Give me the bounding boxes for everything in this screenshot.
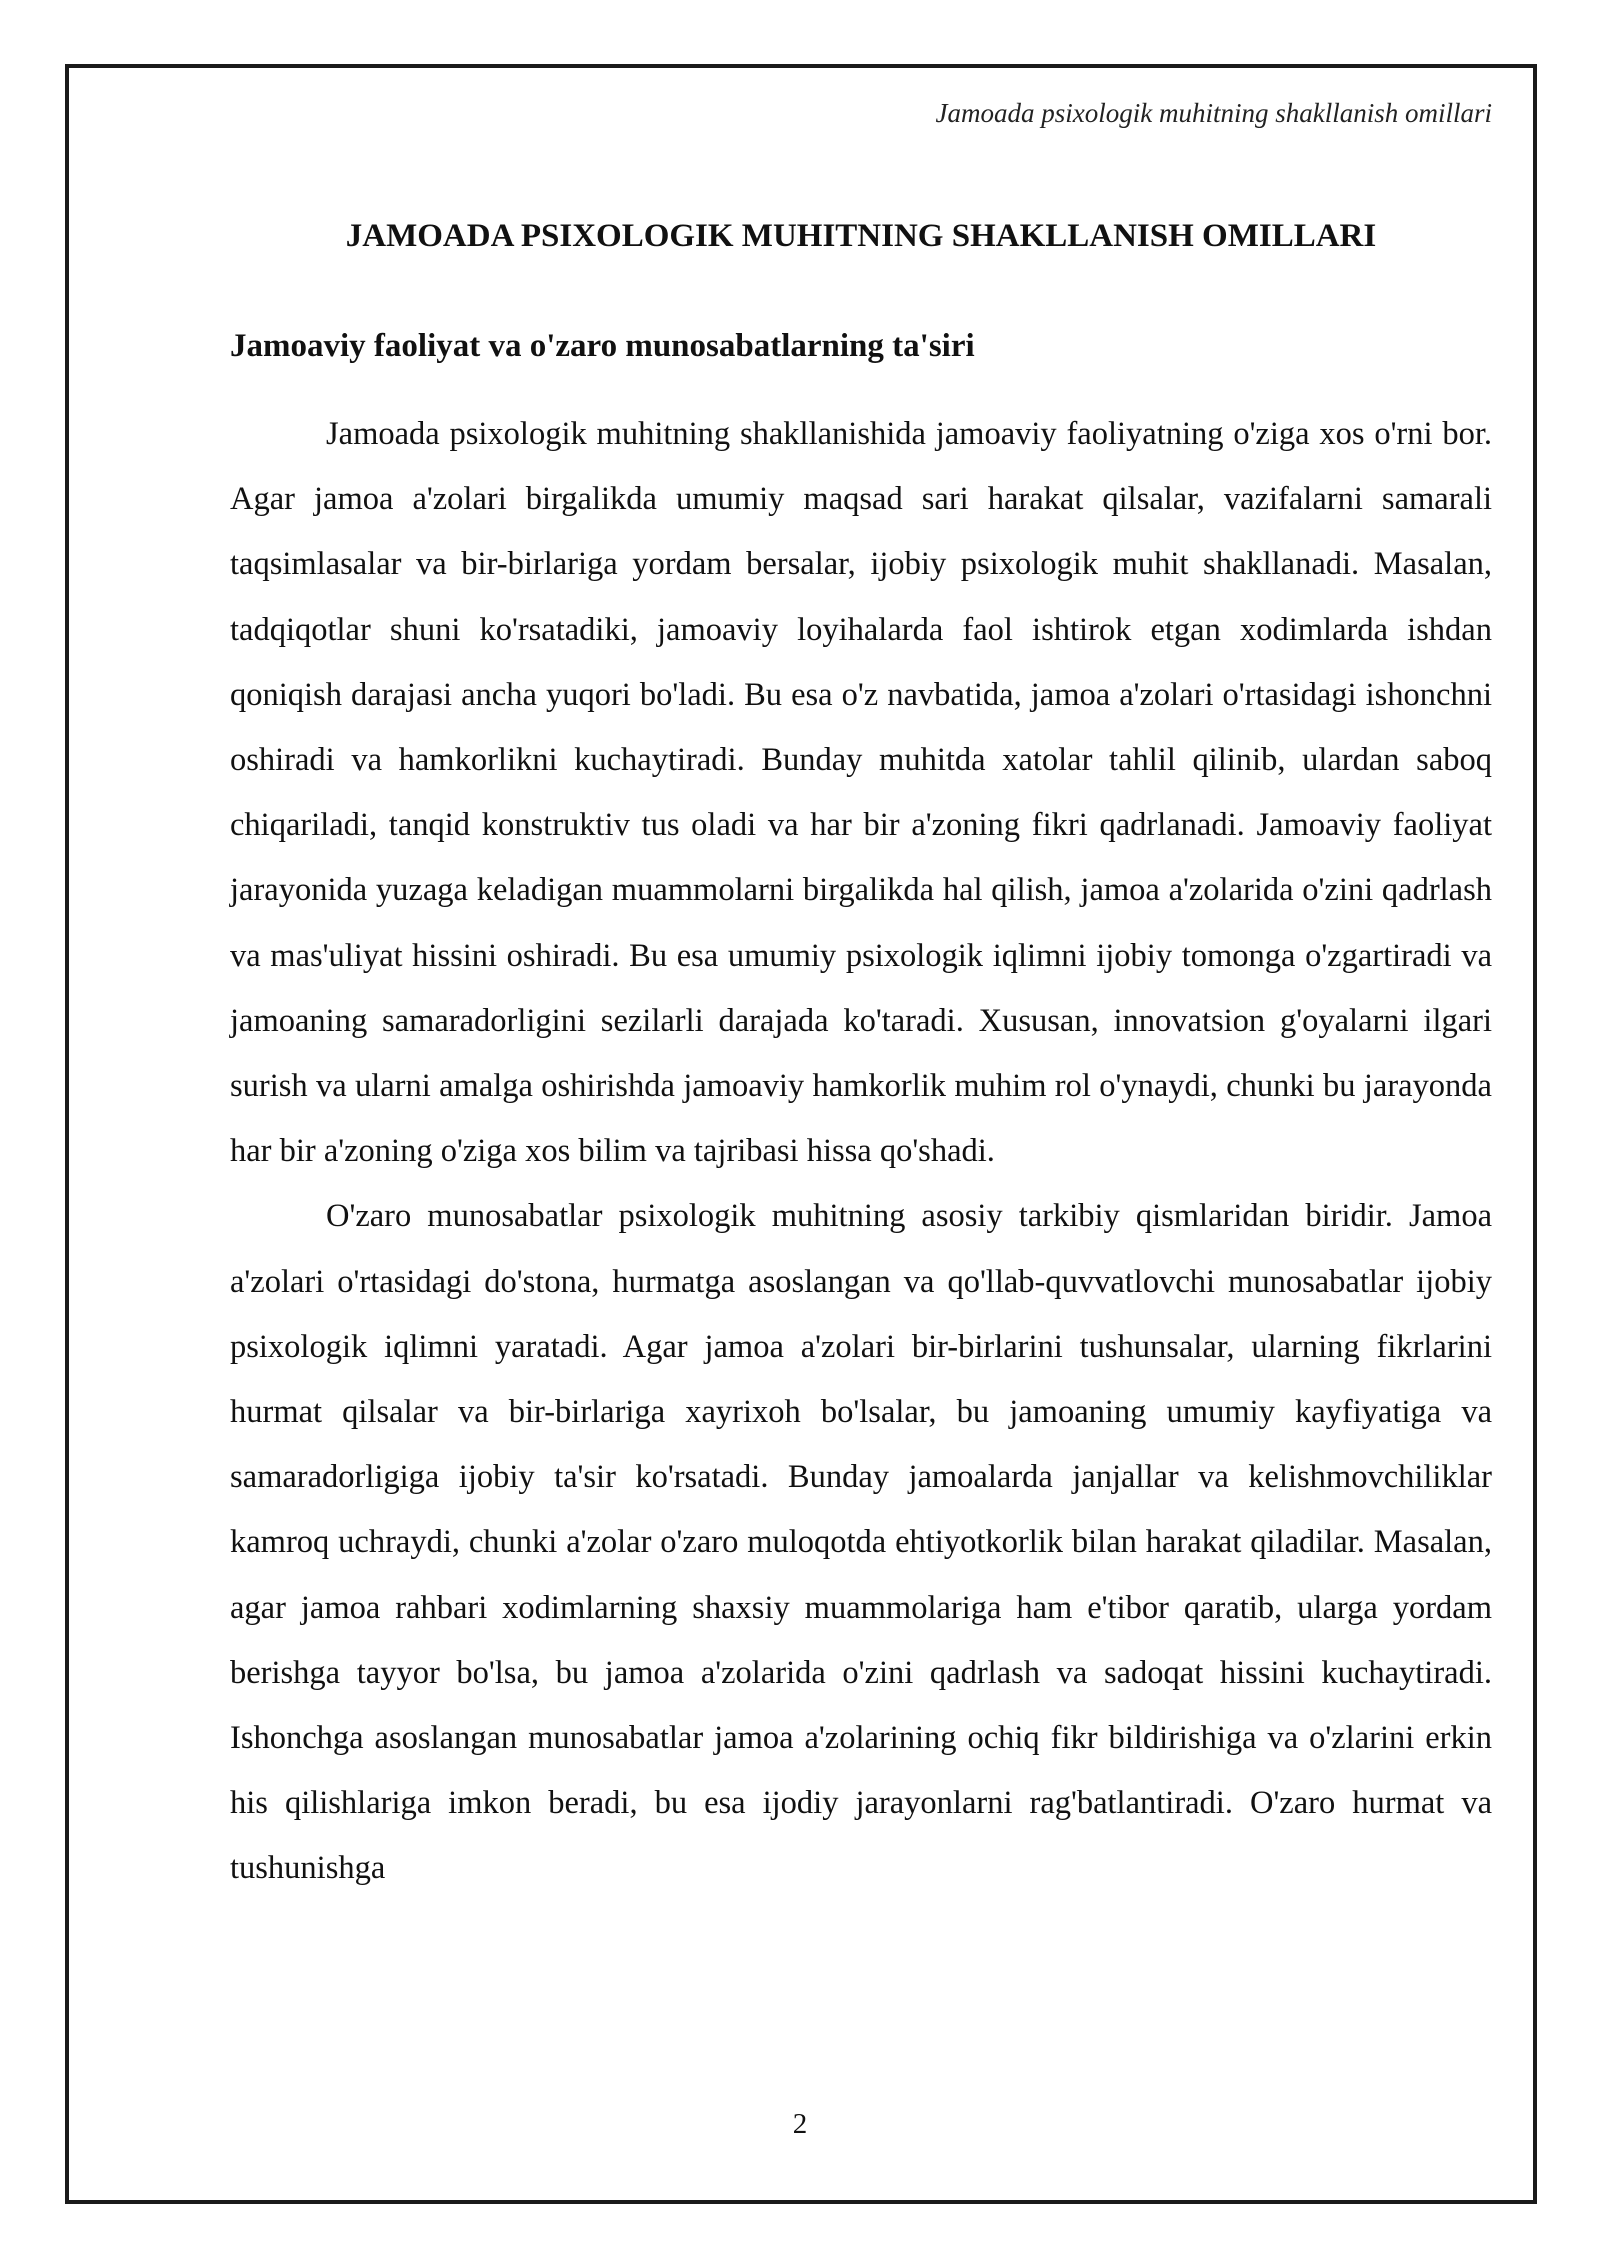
running-header: Jamoada psixologik muhitning shakllanish omillari: [935, 98, 1492, 128]
paragraph-2: O'zaro munosabatlar psixologik muhitning asosiy tarkibiy qismlaridan biridir. Jamoa a'zolari o'rtasidagi do'stona, hurmatga asoslangan va qo'llab-quvvatlovchi munosabatlar ijobiy psixologik iqlimni yaratadi. Agar jamoa a'zolari bir-birlarini tushunsalar, ularning fikrlarini hurmat qilsalar va bir-birlariga xayrixoh bo'lsalar, bu jamoaning umumiy kayfiyatiga va samaradorligiga ijobiy ta'sir ko'rsatadi. Bunday jamoalarda janjallar va kelishmovchiliklar kamroq uchraydi, chunki a'zolar o'zaro muloqotda ehtiyotkorlik bilan harakat qiladilar. Masalan, agar jamoa rahbari xodimlarning shaxsiy muammolariga ham e'tibor qaratib, ularga yordam berishga tayyor bo'lsa, bu jamoa a'zolarida o'zini qadrlash va sadoqat hissini kuchaytiradi. Ishonchga asoslangan munosabatlar jamoa a'zolarining ochiq fikr bildirishiga va o'zlarini erkin his qilishlariga imkon beradi, bu esa ijodiy jarayonlarni rag'batlantiradi. O'zaro hurmat va tushunishga: [230, 1198, 1492, 1887]
document-title: JAMOADA PSIXOLOGIK MUHITNING SHAKLLANISH OMILLARI: [345, 218, 1377, 254]
section-heading: Jamoaviy faoliyat va o'zaro munosabatlarning ta'siri: [230, 328, 975, 364]
body-text: [230, 402, 1492, 1902]
page-number: 2: [792, 2108, 808, 2140]
paragraph-1: Jamoada psixologik muhitning shakllanishida jamoaviy faoliyatning o'ziga xos o'rni bor. Agar jamoa a'zolari birgalikda umumiy maqsad sari harakat qilsalar, vazifalarni samarali taqsimlasalar va bir-birlariga yordam bersalar, ijobiy psixologik muhit shakllanadi. Masalan, tadqiqotlar shuni ko'rsatadiki, jamoaviy loyihalarda faol ishtirok etgan xodimlarda ishdan qoniqish darajasi ancha yuqori bo'ladi. Bu esa o'z navbatida, jamoa a'zolari o'rtasidagi ishonchni oshiradi va hamkorlikni kuchaytiradi. Bunday muhitda xatolar tahlil qilinib, ulardan saboq chiqariladi, tanqid konstruktiv tus oladi va har bir a'zoning fikri qadrlanadi. Jamoaviy faoliyat jarayonida yuzaga keladigan muammolarni birgalikda hal qilish, jamoa a'zolarida o'zini qadrlash va mas'uliyat hissini oshiradi. Bu esa umumiy psixologik iqlimni ijobiy tomonga o'zgartiradi va jamoaning samaradorligini sezilarli darajada ko'taradi. Xususan, innovatsion g'oyalarni ilgari surish va ularni amalga oshirishda jamoaviy hamkorlik muhim rol o'ynaydi, chunki bu jarayonda har bir a'zoning o'ziga xos bilim va tajribasi hissa qo'shadi.: [230, 416, 1492, 1170]
